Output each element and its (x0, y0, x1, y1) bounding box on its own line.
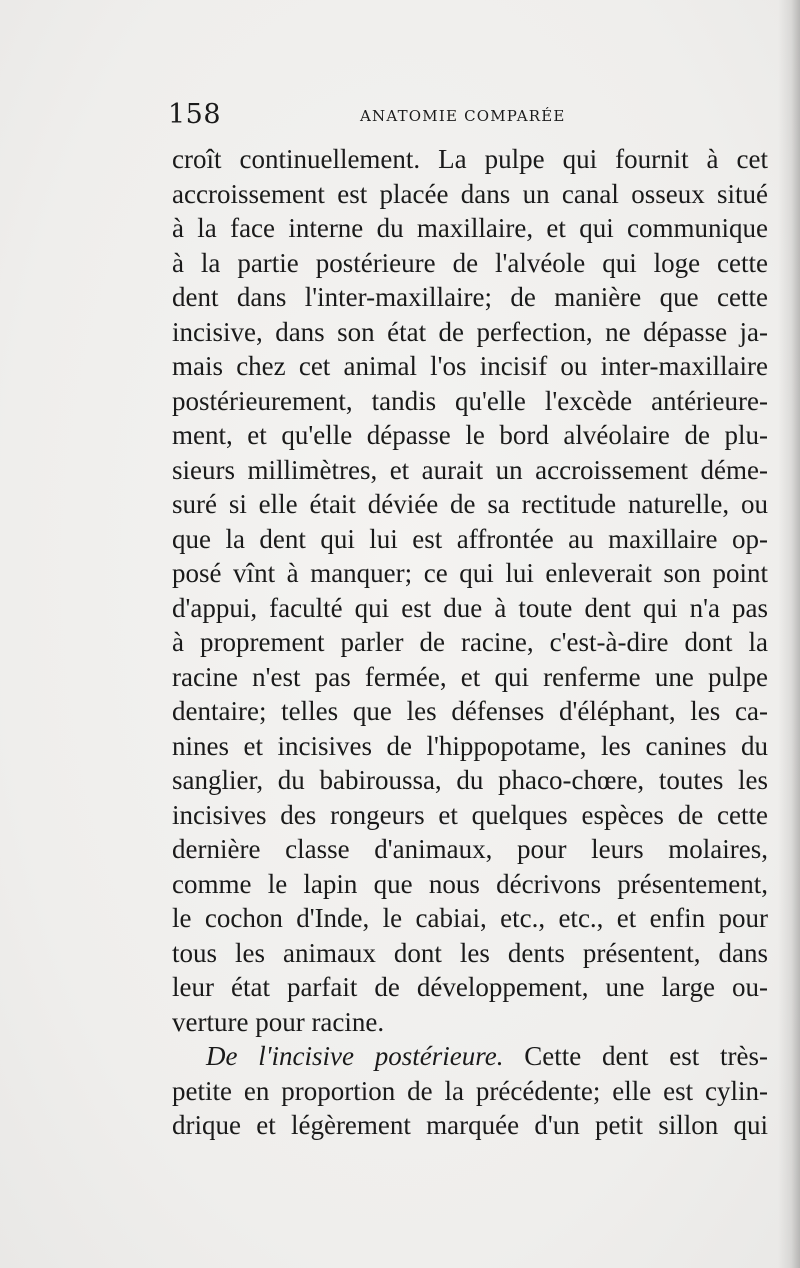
text-line: sieurs millimètres, et aurait un accroissement déme- (172, 454, 768, 485)
text-line: suré si elle était déviée de sa rectitude naturelle, ou (172, 489, 768, 519)
text-line: petite en proportion de la précédente; elle est cylin- (172, 1075, 768, 1106)
text-line: posé vînt à manquer; ce qui lui enleverait son point (172, 558, 768, 588)
text-line: que la dent qui lui est affrontée au maxillaire op- (172, 523, 768, 554)
body-text (172, 142, 768, 1143)
page-number: 158 (168, 99, 222, 130)
text-line: croît continuellement. La pulpe qui fournit à cet (172, 144, 768, 174)
text-line: incisives des rongeurs et quelques espèces de cette (172, 799, 768, 830)
text-line: racine n'est pas fermée, et qui renferme une pulpe (172, 661, 768, 692)
text-line: incisive, dans son état de perfection, ne dépasse ja- (172, 316, 768, 347)
text-line: dentaire; telles que les défenses d'éléphant, les ca- (172, 696, 768, 726)
text-line: leur état parfait de développement, une large ou- (172, 972, 768, 1002)
text-line: tous les animaux dont les dents présentent, dans (172, 937, 768, 968)
text-line: le cochon d'Inde, le cabiai, etc., etc., et enfin pour (172, 903, 768, 933)
text-line: d'appui, faculté qui est due à toute dent qui n'a pas (172, 592, 768, 623)
text-line: à proprement parler de racine, c'est-à-dire dont la (172, 627, 768, 657)
section-title: De l'incisive postérieure. (206, 1041, 504, 1071)
text-line: accroissement est placée dans un canal osseux situé (172, 178, 768, 209)
text-line: dernière classe d'animaux, pour leurs molaires, (172, 834, 768, 864)
section-heading-line (172, 1039, 768, 1074)
section-first-line-text: Cette dent est très- (524, 1041, 769, 1071)
text-line: à la partie postérieure de l'alvéole qui loge cette (172, 247, 768, 278)
page-header (168, 100, 768, 130)
text-line: drique et légèrement marquée d'un petit sillon qui (172, 1110, 768, 1140)
text-line: dent dans l'inter-maxillaire; de manière que cette (172, 282, 768, 312)
text-line: sanglier, du babiroussa, du phaco-chœre, toutes les (172, 765, 768, 795)
text-line: nines et incisives de l'hippopotame, les canines du (172, 730, 768, 761)
running-head: ANATOMIE COMPARÉE (360, 107, 566, 125)
text-line: mais chez cet animal l'os incisif ou inter-maxillaire (172, 351, 768, 381)
text-line: postérieurement, tandis qu'elle l'excède antérieure- (172, 385, 768, 416)
spine-shadow (778, 0, 800, 1268)
text-line-paragraph-end: verture pour racine. (172, 1006, 385, 1037)
text-line: comme le lapin que nous décrivons présentement, (172, 868, 768, 899)
text-line: ment, et qu'elle dépasse le bord alvéolaire de plu- (172, 420, 768, 450)
text-line: à la face interne du maxillaire, et qui communique (172, 213, 768, 243)
